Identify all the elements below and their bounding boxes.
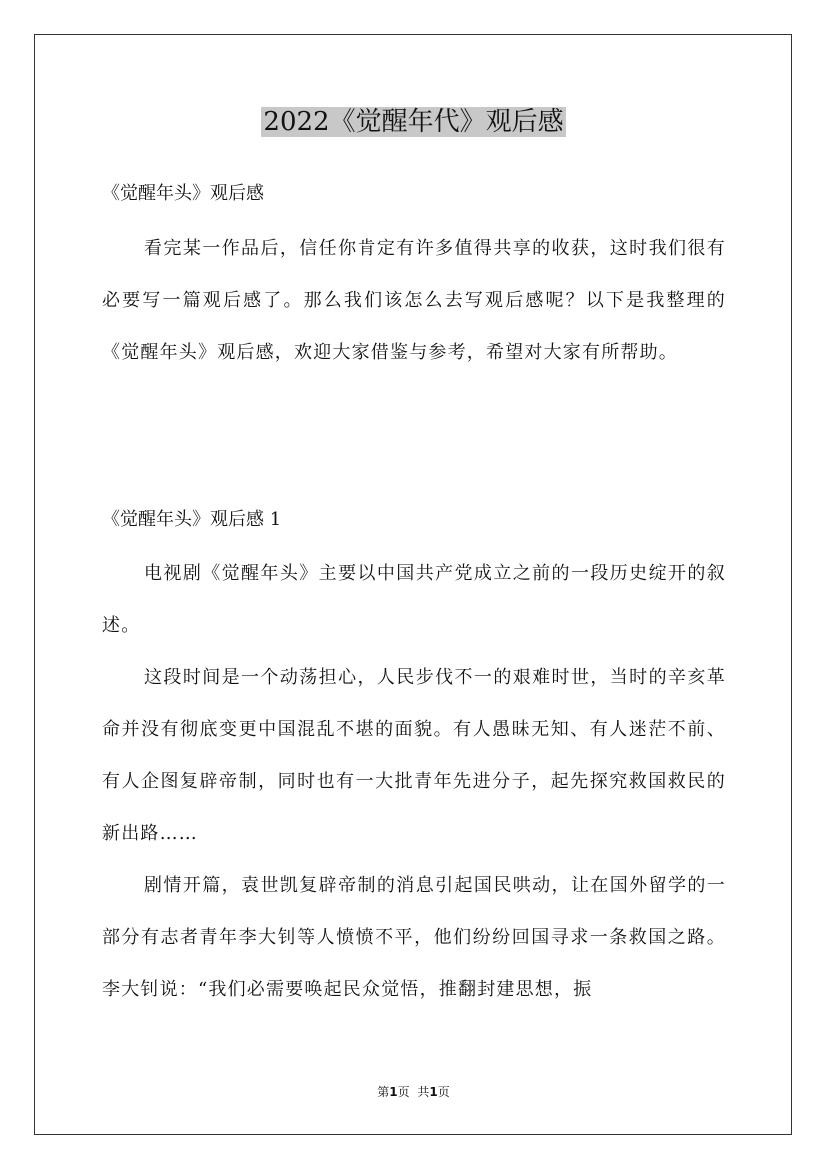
document-title [0, 104, 827, 140]
body-paragraph-3: 剧情开篇，袁世凯复辟帝制的消息引起国民哄动，让在国外留学的一部分有志者青年李大钊等人愤愤不平，他们纷纷回国寻求一条救国之路。李大钊说：“我们必需要唤起民众觉悟，推翻封建思想，振 [102, 875, 726, 1000]
intro-paragraph: 看完某一作品后，信任你肯定有许多值得共享的收获，这时我们很有必要写一篇观后感了。那么我们该怎么去写观后感呢？以下是我整理的《觉醒年头》观后感，欢迎大家借鉴与参考，希望对大家有所帮助。 [102, 238, 726, 363]
section-heading: 《觉醒年头》观后感 [102, 183, 264, 204]
document-title-text: 2022《觉醒年代》观后感 [263, 107, 564, 137]
footer-page-number: 1 [389, 1085, 398, 1099]
intro-block [102, 223, 726, 379]
body-block [102, 548, 726, 1016]
footer-page-prefix: 第 [377, 1085, 390, 1099]
footer-total-prefix: 共 [417, 1085, 430, 1099]
footer-total-pages: 1 [429, 1085, 438, 1099]
page-footer [0, 1083, 827, 1100]
body-paragraph-2: 这段时间是一个动荡担心，人民步伐不一的艰难时世，当时的辛亥革命并没有彻底变更中国混乱不堪的面貌。有人愚昧无知、有人迷茫不前、有人企图复辟帝制，同时也有一大批青年先进分子，起先探究救国救民的新出路…… [102, 667, 726, 844]
body-paragraph-1: 电视剧《觉醒年头》主要以中国共产党成立之前的一段历史绽开的叙述。 [102, 563, 726, 636]
footer-total-suffix: 页 [437, 1085, 450, 1099]
sub-heading: 《觉醒年头》观后感 1 [102, 509, 282, 530]
footer-page-suffix: 页 [397, 1085, 410, 1099]
